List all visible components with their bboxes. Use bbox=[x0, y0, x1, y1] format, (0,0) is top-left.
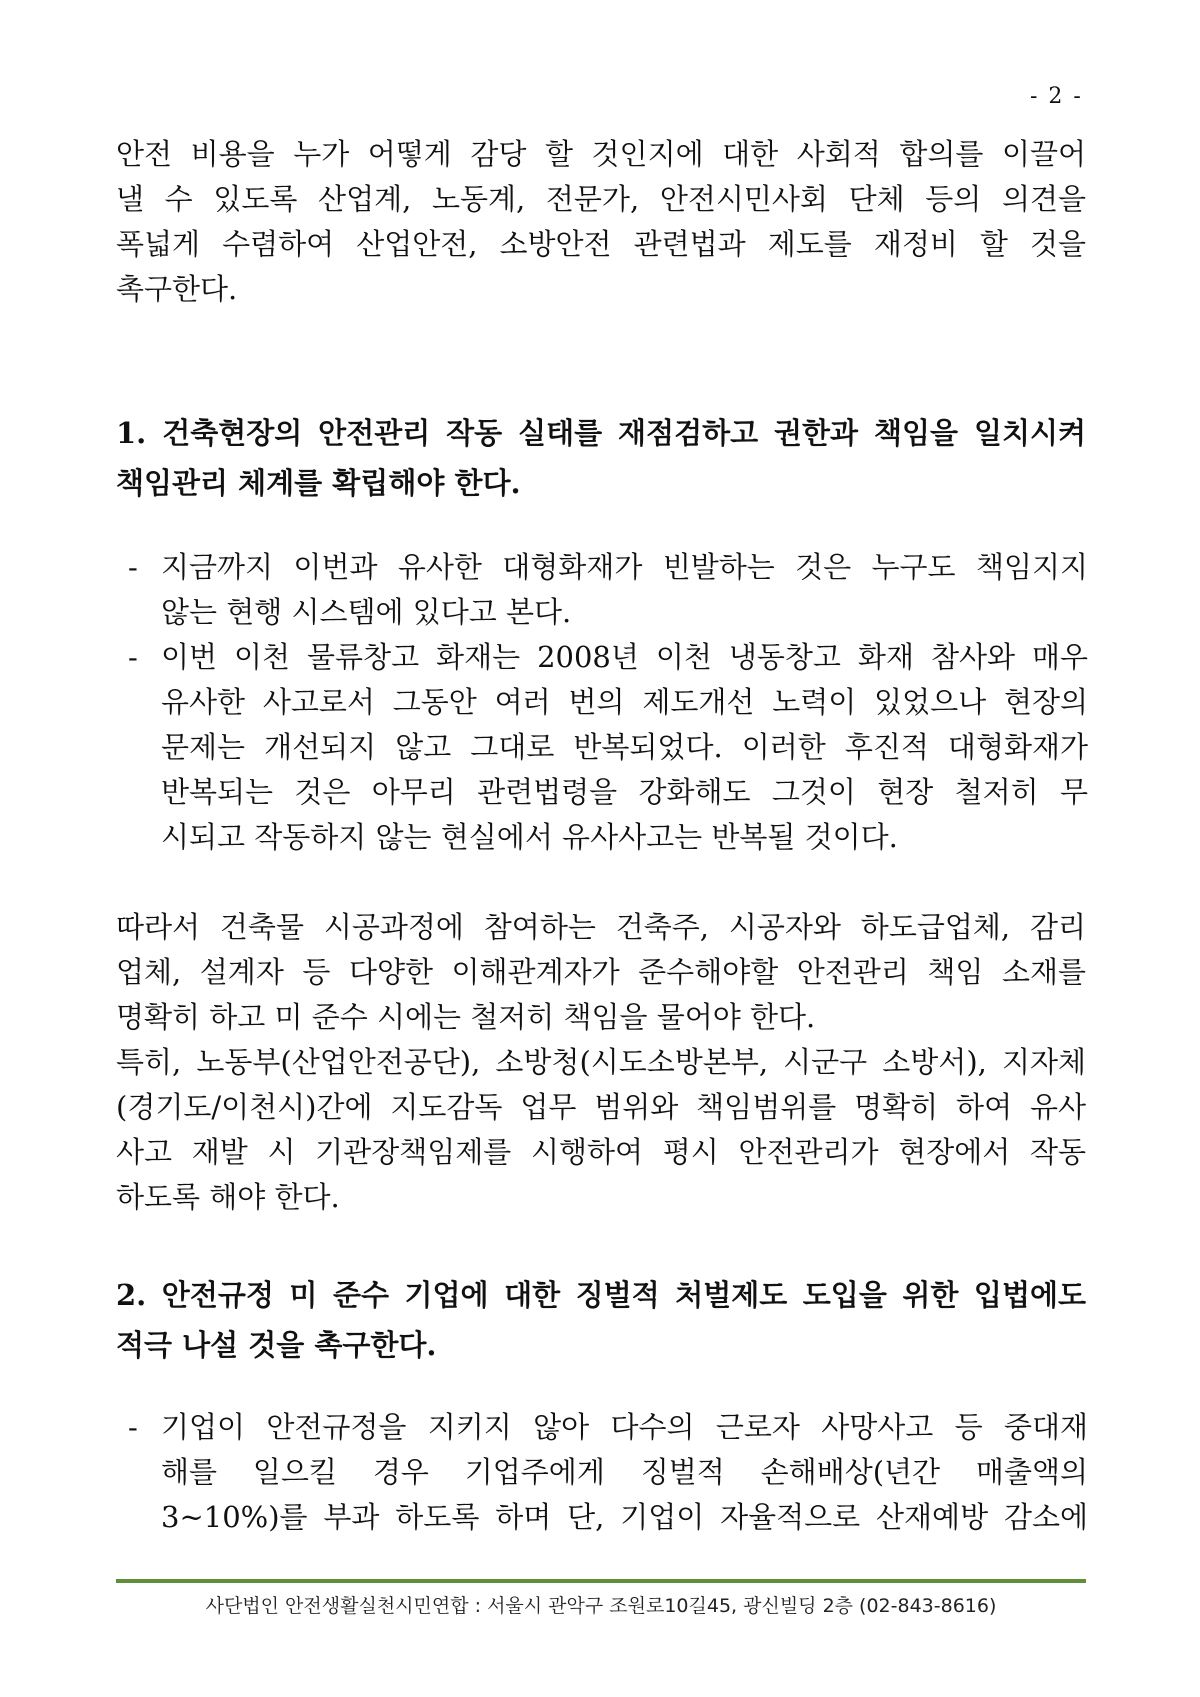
text-line: 촉구한다. bbox=[116, 272, 238, 306]
text-line: 업체, 설계자 등 다양한 이해관계자가 준수해야할 안전관리 책임 소재를 bbox=[116, 955, 1086, 989]
bullet-item bbox=[128, 635, 1088, 860]
heading-line: 적극 나설 것을 촉구한다. bbox=[116, 1328, 437, 1362]
text-line: 낼 수 있도록 산업계, 노동계, 전문가, 안전시민사회 단체 등의 의견을 bbox=[116, 182, 1086, 216]
text-line: 해를 일으킬 경우 기업주에게 징벌적 손해배상(년간 매출액의 bbox=[161, 1455, 1088, 1489]
text-line: 3~10%)를 부과 하도록 하며 단, 기업이 자율적으로 산재예방 감소에 bbox=[161, 1500, 1088, 1534]
text-line: 지금까지 이번과 유사한 대형화재가 빈발하는 것은 누구도 책임지지 bbox=[161, 550, 1088, 584]
bullet-dash: - bbox=[128, 550, 138, 584]
text-line: 시되고 작동하지 않는 현실에서 유사사고는 반복될 것이다. bbox=[161, 820, 898, 854]
text-line: 사고 재발 시 기관장책임제를 시행하여 평시 안전관리가 현장에서 작동 bbox=[116, 1135, 1086, 1169]
text-line: 이번 이천 물류창고 화재는 2008년 이천 냉동창고 화재 참사와 매우 bbox=[161, 640, 1088, 674]
heading-line: 책임관리 체계를 확립해야 한다. bbox=[116, 466, 521, 500]
text-line: 않는 현행 시스템에 있다고 본다. bbox=[161, 595, 572, 629]
text-line: (경기도/이천시)간에 지도감독 업무 범위와 책임범위를 명확히 하여 유사 bbox=[116, 1090, 1086, 1124]
text-line: 폭넓게 수렴하여 산업안전, 소방안전 관련법과 제도를 재정비 할 것을 bbox=[116, 227, 1086, 261]
heading-line: 2. 안전규정 미 준수 기업에 대한 징벌적 처벌제도 도입을 위한 입법에도 bbox=[116, 1278, 1086, 1312]
text-line: 기업이 안전규정을 지키지 않아 다수의 근로자 사망사고 등 중대재 bbox=[161, 1410, 1088, 1444]
bullet-item bbox=[128, 545, 1088, 635]
text-line: 따라서 건축물 시공과정에 참여하는 건축주, 시공자와 하도급업체, 감리 bbox=[116, 910, 1086, 944]
body-paragraph bbox=[116, 1040, 1086, 1220]
section-2-heading bbox=[116, 1270, 1086, 1370]
heading-line: 1. 건축현장의 안전관리 작동 실태를 재점검하고 권한과 책임을 일치시켜 bbox=[116, 416, 1086, 450]
section-1-heading bbox=[116, 408, 1086, 508]
text-line: 명확히 하고 미 준수 시에는 철저히 책임을 물어야 한다. bbox=[116, 1000, 816, 1034]
footer-address: 사단법인 안전생활실천시민연합 : 서울시 관악구 조원로10길45, 광신빌딩 2층 (02-843-8616) bbox=[205, 1595, 997, 1617]
text-line: 반복되는 것은 아무리 관련법령을 강화해도 그것이 현장 철저히 무 bbox=[161, 775, 1088, 809]
bullet-text bbox=[161, 1405, 1088, 1540]
page-number: - 2 - bbox=[1030, 84, 1083, 109]
text-line: 안전 비용을 누가 어떻게 감당 할 것인지에 대한 사회적 합의를 이끌어 bbox=[116, 137, 1086, 171]
bullet-dash: - bbox=[128, 640, 138, 674]
bullet-item bbox=[128, 1405, 1088, 1540]
footer-divider bbox=[116, 1579, 1086, 1583]
intro-paragraph bbox=[116, 132, 1086, 312]
bullet-dash: - bbox=[128, 1410, 138, 1444]
body-paragraph bbox=[116, 905, 1086, 1040]
bullet-text bbox=[161, 635, 1088, 860]
bullet-text bbox=[161, 545, 1088, 635]
text-line: 문제는 개선되지 않고 그대로 반복되었다. 이러한 후진적 대형화재가 bbox=[161, 730, 1088, 764]
text-line: 유사한 사고로서 그동안 여러 번의 제도개선 노력이 있었으나 현장의 bbox=[161, 685, 1088, 719]
text-line: 하도록 해야 한다. bbox=[116, 1180, 340, 1214]
text-line: 특히, 노동부(산업안전공단), 소방청(시도소방본부, 시군구 소방서), 지자체 bbox=[116, 1045, 1086, 1079]
